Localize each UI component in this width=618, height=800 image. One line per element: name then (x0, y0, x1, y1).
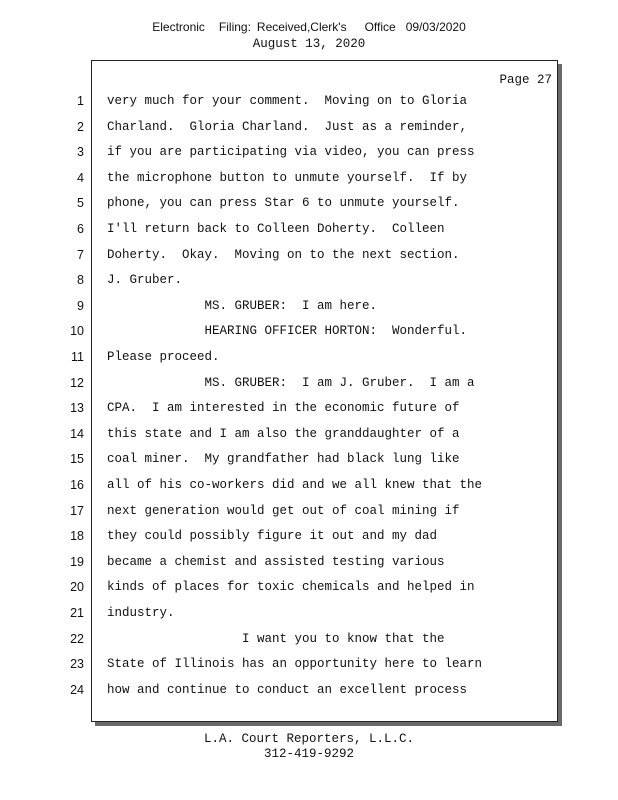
line-number: 10 (70, 324, 84, 338)
line-number: 8 (77, 273, 84, 287)
line-number: 12 (70, 376, 84, 390)
line-text: became a chemist and assisted testing various (107, 555, 445, 569)
filing-word-electronic: Electronic (152, 20, 205, 34)
line-text: kinds of places for toxic chemicals and helped in (107, 580, 475, 594)
line-text: how and continue to conduct an excellent process (107, 683, 468, 697)
line-text: HEARING OFFICER HORTON: Wonderful. (107, 324, 468, 338)
filing-word-received: Received,Clerk's (256, 20, 347, 34)
line-text: CPA. I am interested in the economic future of (107, 401, 460, 415)
line-number: 16 (70, 478, 84, 492)
line-text: I want you to know that the (107, 632, 445, 646)
court-reporter-name: L.A. Court Reporters, L.L.C. (203, 732, 415, 746)
line-number: 9 (77, 299, 84, 313)
line-number: 17 (70, 504, 84, 518)
line-text: Charland. Gloria Charland. Just as a reminder, (107, 120, 468, 134)
line-text: all of his co-workers did and we all knew that the (107, 478, 483, 492)
line-text: MS. GRUBER: I am J. Gruber. I am a (107, 376, 475, 390)
hearing-date: August 13, 2020 (252, 37, 366, 51)
line-number: 2 (77, 120, 84, 134)
line-number: 1 (77, 94, 84, 108)
line-text: Doherty. Okay. Moving on to the next section. (107, 248, 460, 262)
filing-date: 09/03/2020 (405, 20, 466, 34)
footer (0, 732, 618, 762)
line-number: 11 (71, 350, 84, 364)
line-text: coal miner. My grandfather had black lung like (107, 452, 460, 466)
filing-word-filing: Filing: (218, 20, 251, 34)
line-number: 7 (77, 248, 84, 262)
line-text: J. Gruber. (107, 273, 183, 287)
line-text: very much for your comment. Moving on to Gloria (107, 94, 468, 108)
line-number: 14 (70, 427, 84, 441)
line-text: Please proceed. (107, 350, 220, 364)
line-text: if you are participating via video, you can press (107, 145, 475, 159)
line-number: 19 (70, 555, 84, 569)
line-text: I'll return back to Colleen Doherty. Colleen (107, 222, 445, 236)
line-number: 13 (70, 401, 84, 415)
line-number: 4 (77, 171, 84, 185)
line-number: 5 (77, 196, 84, 210)
line-text: next generation would get out of coal mining if (107, 504, 460, 518)
line-text: they could possibly figure it out and my dad (107, 529, 438, 543)
filing-word-office: Office (364, 20, 396, 34)
line-text: the microphone button to unmute yourself. If by (107, 171, 468, 185)
transcript-page (91, 60, 558, 722)
line-number: 21 (70, 606, 84, 620)
line-text: phone, you can press Star 6 to unmute yourself. (107, 196, 460, 210)
court-reporter-phone: 312-419-9292 (263, 747, 354, 761)
line-number: 15 (70, 452, 84, 466)
line-number: 20 (70, 580, 84, 594)
line-text: MS. GRUBER: I am here. (107, 299, 378, 313)
line-number: 3 (77, 145, 84, 159)
line-text: State of Illinois has an opportunity here to learn (107, 657, 483, 671)
line-text: this state and I am also the granddaughter of a (107, 427, 460, 441)
line-number: 18 (70, 529, 84, 543)
line-number: 24 (70, 683, 84, 697)
line-number: 23 (70, 657, 84, 671)
line-number: 6 (77, 222, 84, 236)
line-text: industry. (107, 606, 175, 620)
page-number: Page 27 (499, 73, 552, 87)
line-number: 22 (70, 632, 84, 646)
filing-stamp (0, 20, 618, 34)
